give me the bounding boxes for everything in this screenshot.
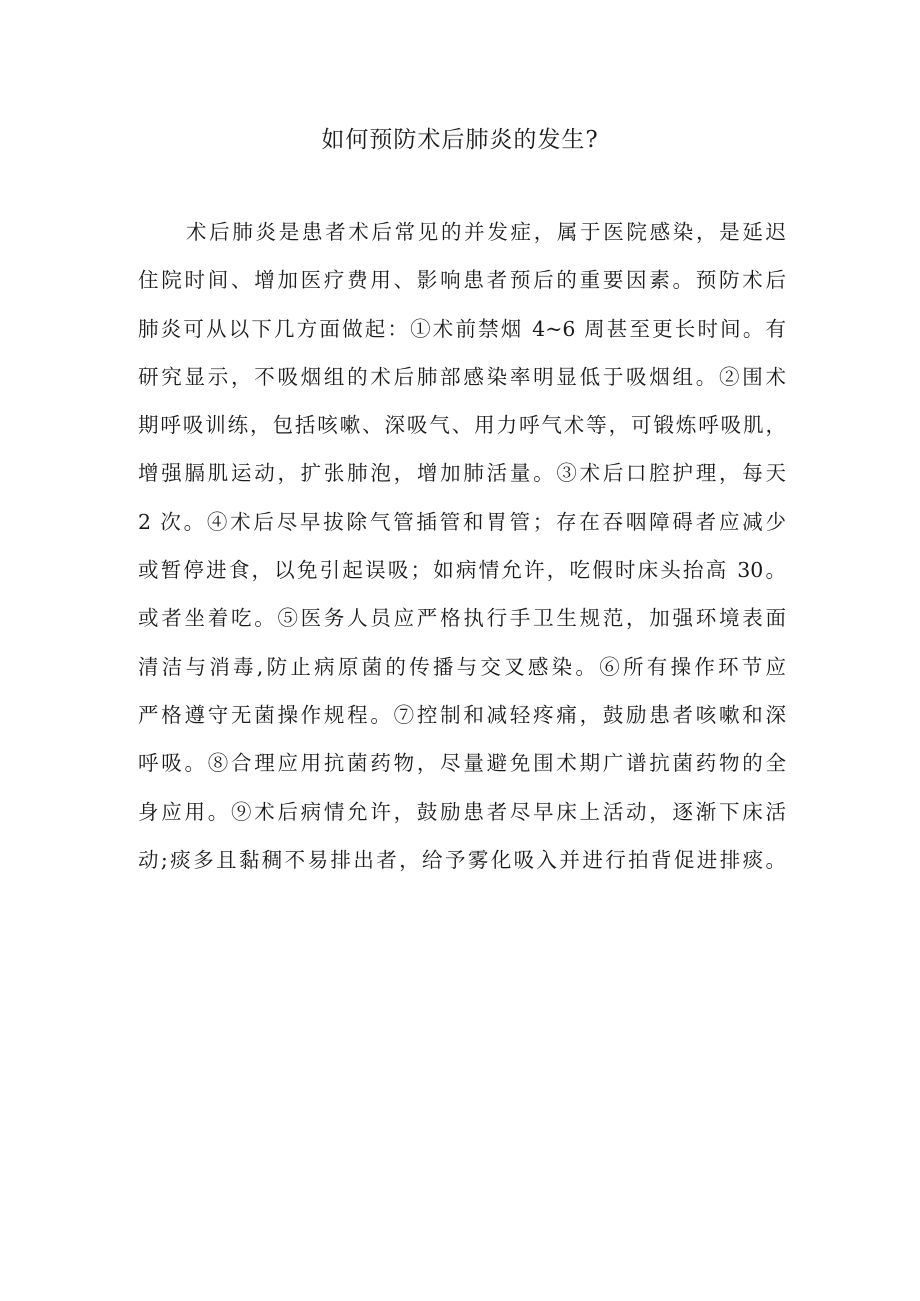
paragraph-line: 增强膈肌运动，扩张肺泡，增加肺活量。③术后口腔护理，每天 (138, 461, 786, 486)
paragraph-line: 2 次。④术后尽早拔除气管插管和胃管；存在吞咽障碍者应减少 (138, 509, 786, 534)
paragraph-line: 清洁与消毒,防止病原菌的传播与交叉感染。⑥所有操作环节应 (138, 654, 786, 679)
paragraph-line: 呼吸。⑧合理应用抗菌药物，尽量避免围术期广谱抗菌药物的全 (138, 751, 786, 776)
paragraph-line: 身应用。⑨术后病情允许，鼓励患者尽早床上活动，逐渐下床活 (138, 799, 786, 824)
paragraph-line: 住院时间、增加医疗费用、影响患者预后的重要因素。预防术后 (138, 268, 786, 293)
paragraph-line: 动;痰多且黏稠不易排出者，给予雾化吸入并进行拍背促进排痰。 (138, 847, 786, 872)
paragraph-line: 术后肺炎是患者术后常见的并发症，属于医院感染，是延迟 (186, 220, 786, 244)
document-title: 如何预防术后肺炎的发生? (321, 127, 599, 153)
paragraph-line: 肺炎可从以下几方面做起：①术前禁烟 4~6 周甚至更长时间。有 (138, 316, 786, 341)
paragraph-line: 或者坐着吃。⑤医务人员应严格执行手卫生规范，加强环境表面 (138, 606, 786, 631)
document-body (138, 208, 786, 884)
paragraph-line: 或暂停进食，以免引起误吸；如病情允许，吃假时床头抬高 30。 (138, 558, 786, 583)
paragraph-line: 严格遵守无菌操作规程。⑦控制和减轻疼痛，鼓励患者咳嗽和深 (138, 702, 786, 727)
paragraph-line: 研究显示，不吸烟组的术后肺部感染率明显低于吸烟组。②围术 (138, 364, 786, 389)
paragraph-line: 期呼吸训练，包括咳嗽、深吸气、用力呼气术等，可锻炼呼吸肌， (138, 413, 786, 438)
